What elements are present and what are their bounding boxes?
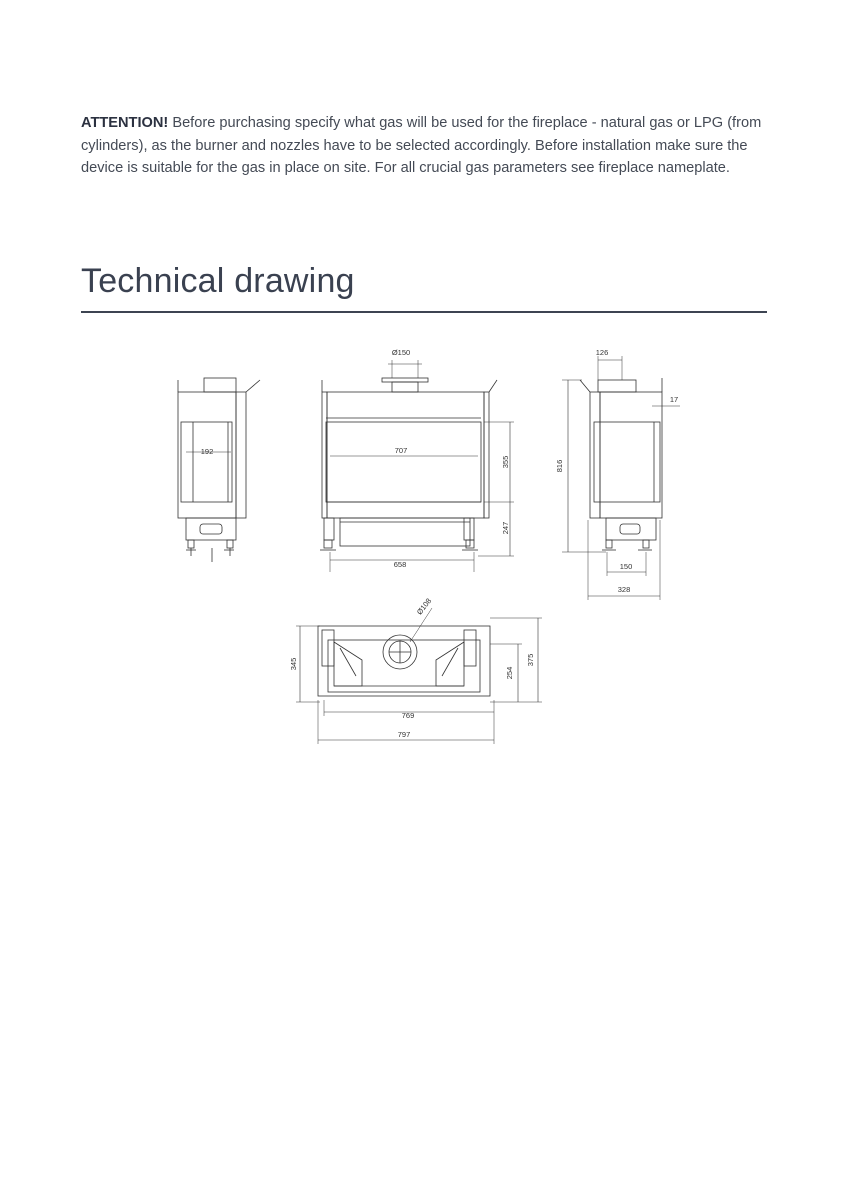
dim-flue-offset: 126 — [595, 348, 609, 357]
dim-total-height: 816 — [555, 459, 564, 473]
front-view — [320, 360, 514, 572]
dim-feet-span-front: 658 — [393, 560, 407, 569]
dim-top-depth-mid: 254 — [505, 666, 514, 680]
side-view-left — [178, 378, 260, 562]
dim-wall: 17 — [669, 395, 679, 404]
dim-top-width-inner: 769 — [401, 711, 415, 720]
dim-flue-front: Ø150 — [391, 348, 411, 357]
dim-glass-height: 355 — [501, 455, 510, 469]
attention-lead: ATTENTION! — [81, 115, 169, 131]
dim-glass-width: 707 — [394, 446, 408, 455]
dim-top-depth-inner: 345 — [289, 657, 298, 671]
dim-top-width-outer: 797 — [397, 730, 411, 739]
dim-base-height: 247 — [501, 521, 510, 535]
attention-text: Before purchasing specify what gas will be used for the fireplace - natural gas or LPG (from cylinders), as the burner and nozzles have to be selected accordingly. Before installation make sure the device is suitable for the gas in place on site. For all crucial gas parameters see fireplace nameplate. — [81, 115, 762, 176]
dim-top-depth-outer: 375 — [526, 653, 535, 667]
dim-flue-top: Ø108 — [414, 596, 434, 617]
dim-feet-span-side: 150 — [619, 562, 633, 571]
dim-depth: 328 — [617, 585, 631, 594]
dim-side-width: 192 — [200, 447, 214, 456]
section-title: Technical drawing — [81, 262, 355, 300]
